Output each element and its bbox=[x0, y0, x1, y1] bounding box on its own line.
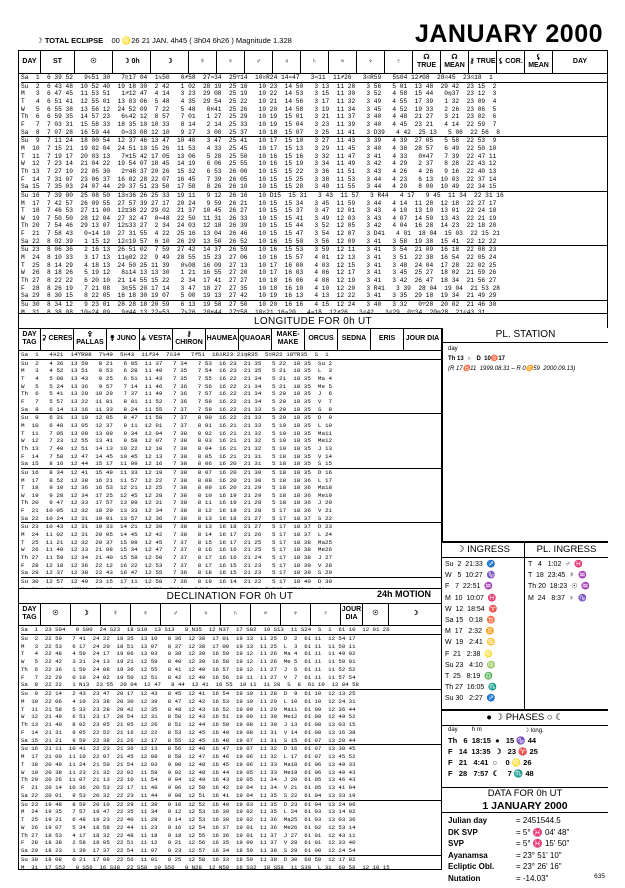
table-row: T 18 20 49 11 24 21 50 21 54 12 03 9 00 12 48 16 45 19 06 11 33 Ma18 61 06 13 49 33 bbox=[21, 760, 356, 768]
data-row-dk-svp: DK SVP = 5° ♓ 04' 48" bbox=[448, 827, 570, 837]
data-row-julian: Julian day = 2451544.5 bbox=[448, 816, 561, 825]
table-row: M 10 22 06 4 10 23 38 20 30 12 39 8 47 12 42 16 53 19 10 11 29 L 10 61 10 12 24 31 bbox=[21, 697, 356, 705]
table-row: Su 23 4:10 ♍ bbox=[445, 661, 496, 669]
declination-col-jupiter: ♃ bbox=[191, 603, 221, 625]
data-row-ayanamsa: Ayanamsa = 23° 51' 10" bbox=[448, 850, 562, 860]
asteroid-col-makemake: MAKE-MAKE bbox=[272, 328, 305, 350]
declination-col-sun: ☉ bbox=[41, 603, 71, 625]
motion-section-label: 24h MOTION bbox=[377, 589, 432, 599]
eclipse-details: 00 ♌26 21 JAN. 4h45 ( 3h04 6h26 ) Magnitude 1.328 bbox=[111, 36, 292, 45]
asteroid-col-ceres: ⚳ CERES bbox=[41, 328, 74, 350]
table-row: Sa 29 8 30 15 8 22 05 16 18 30 19 07 5 00 19 13 27 42 10 19 16 13 4 13 12 22 3 41 3 35 29 18 19 34 21 49 29 bbox=[21, 292, 497, 300]
longitude-col-jupiter: ♃ bbox=[273, 51, 301, 73]
declination-col-mercury: ☿ bbox=[101, 603, 131, 625]
table-row: Sa 8 6 14 13 16 11 33 8 24 11 55 7 37 7 59 16 22 21 33 5 20 18 35 S 8 bbox=[21, 405, 333, 413]
table-row: Sa 22 20 01 9 53 20 32 22 23 11 44 9 08 12 51 16 41 19 04 11 35 S 22 61 04 13 33 19 bbox=[21, 791, 356, 799]
table-row: Sa 8 22 22 1 N13 23 55 20 04 12 47 8 44 12 41 16 55 19 11 11 28 S 8 61 10 12 04 58 bbox=[21, 681, 359, 689]
table-row: Su 30 2:27 ♐ bbox=[445, 695, 496, 703]
eclipse-banner bbox=[36, 36, 292, 45]
table-row: Sa 22 8 02 39 1 15 12 12♌19 57 6 10 26 29 13 50 26 52 10 16 15 50 3 56 12 09 3 41 3 58 19 38 15 41 22 12 22 bbox=[21, 237, 497, 245]
table-row: T 11 21 58 5 33 23 28 20 42 12 35 8 48 12 43 16 52 19 09 11 29 Ma11 61 09 12 36 44 bbox=[21, 705, 356, 713]
table-row: W 26 11 40 12 33 21 08 15 34 12 47 7 37 8 16 16 16 21 25 5 17 18 38 Me26 bbox=[21, 546, 333, 554]
table-row: Th 20 20 26 11 07 21 13 22 10 11 54 9 04 12 49 16 43 19 05 11 34 J 20 61 05 13 46 43 bbox=[21, 776, 356, 784]
table-row: Th 6 6 59 35 14 57 23 6♑42 12 8 57 7 01 1 27 25 29 10 19 15 01 3 21 11 37 3 40 4 48 21 27 3 21 23 02 6 bbox=[21, 113, 497, 121]
phases-box bbox=[442, 710, 608, 788]
asteroid-col-jour: JOUR DIA bbox=[405, 335, 440, 342]
table-row: T 4 6 51 41 12 55 01 13 03 06 5 48 4 35 29 54 25 22 10 21 14 56 3 17 11 32 3 49 4 55 17 39 1 32 23 09 4 bbox=[21, 97, 497, 105]
declination-col-mars: ♂ bbox=[161, 603, 191, 625]
planet-ingress-rows bbox=[525, 558, 608, 605]
table-row: Su 16 8 34 12 41 15 49 11 33 12 19 7 38 8 07 16 20 21 30 5 18 18 35 D 16 bbox=[21, 468, 443, 477]
table-row: Sa 22 10 24 12 31 19 01 13 57 12 36 7 38 8 13 16 18 21 27 5 17 18 37 S 22 bbox=[21, 514, 333, 522]
table-row: Th 27 18 53 4 17 18 32 22 48 11 18 9 18 12 55 16 36 19 01 11 37 J 27 61 01 12 43 11 bbox=[21, 831, 356, 839]
asteroid-col-juno: ⚵ JUNO bbox=[107, 328, 140, 350]
table-row: F 21 10 05 12 32 18 29 13 33 12 34 7 38 8 12 16 19 21 28 5 17 18 36 V 21 bbox=[21, 507, 333, 515]
table-row: Su 9 6 31 13 10 12 05 8 47 11 58 7 37 8 00 16 22 21 33 5 20 18 35 D 9 bbox=[21, 413, 443, 422]
page-number: 635 bbox=[594, 873, 605, 880]
table-row: F 21 20 14 10 36 20 53 22 17 11 49 9 06 12 50 16 42 19 04 11 34 V 21 61 05 13 41 04 bbox=[21, 784, 356, 791]
longitude-col-lilith-cor: ⚸ COR. bbox=[497, 51, 525, 73]
table-row: T 11 7 19 17 20 03 13 7♓15 42 17 05 13 06 5 20 25 50 10 16 15 16 3 32 11 47 3 41 4 33 0♓47 7 39 22 47 11 bbox=[21, 152, 497, 160]
table-row: Th 13 7 27 10 22 05 30 2♈48 37 20 26 15 32 6 53 26 00 10 15 15 22 3 36 11 51 3 43 4 26 4 26 9 16 22 40 13 bbox=[21, 167, 497, 175]
table-row: F 14 7 31 07 23 06 37 16 02 28 22 07 16 45 7 39 26 05 10 15 15 25 3 38 11 53 3 44 4 23 6 13 10 03 22 37 14 bbox=[21, 175, 497, 183]
table-row: Sa 1 6 39 52 9♑51 30 7♏17 04 1♑50 0♐58 27♒34 25♈14 10♉R24 14♒47 3♒11 11♐26 3♌R59 5♋04 12♐08 28♌45 23♌18 1 bbox=[21, 74, 493, 81]
ephemeris-frame bbox=[18, 50, 608, 883]
table-row: Sa 1 4♓21 14♈R08 7♑49 5♓43 11♐34 7♎34 7♐51 16♎R23 21♍R35 5♉R22 18♈R35 S 1 bbox=[21, 351, 329, 358]
table-row: T 25 8:19 ♎ bbox=[445, 673, 493, 681]
longitude-section-label: LONGITUDE FOR 0h UT bbox=[19, 313, 607, 329]
phases-col-long: ☽ long. bbox=[523, 728, 544, 734]
table-row: Sa 15 0:18 ♉ bbox=[445, 617, 496, 625]
table-row: Su 30 18 08 0 21 17 08 22 56 11 01 9 25 12 58 16 33 18 59 11 38 D 30 60 59 12 17 02 bbox=[21, 855, 443, 864]
asteroid-header-row bbox=[19, 328, 441, 351]
table-row: W 26 8 18 26 5 19 12 8♎14 13 13 30 1 21 16 55 27 20 10 17 16 03 4 06 12 17 3 41 3 45 25 27 18 02 21 59 26 bbox=[21, 269, 497, 277]
table-row: M 24 19 35 7 57 19 47 22 35 11 34 9 12 12 53 16 39 19 02 11 35 L 24 61 03 13 14 02 bbox=[21, 808, 356, 816]
table-row: W 12 7 23 12 55 13 41 9 58 12 07 7 38 8 03 16 21 21 32 5 19 18 35 Me12 bbox=[21, 437, 333, 445]
moon-ingress-rows bbox=[442, 558, 524, 706]
declination-col-day: DAY TAG bbox=[19, 603, 41, 625]
table-row: Sa 1 23 S04 9 S00 24 S23 18 S19 13 S13 8 N35 12 N37 17 S02 19 S13 11 S24 S 1 61 10 12 01 26 bbox=[21, 626, 390, 633]
asteroid-col-chiron: ⚷ CHIRON bbox=[173, 328, 206, 350]
moon-ingress-title: ☽ INGRESS bbox=[442, 543, 524, 558]
longitude-col-day-right: DAY bbox=[572, 58, 588, 65]
moon-icon: ☽ bbox=[36, 36, 45, 45]
table-row: F 21 4:41 ○ 0 ♌ 26 bbox=[448, 758, 532, 767]
table-row: M 31 17 S52 0 S56 16 S38 22 S58 10 S56 9 N28 12 N59 16 S32 18 S58 11 S39 L 31 60 58 12 10 15 bbox=[21, 863, 390, 871]
longitude-col-mercury: ☿ bbox=[189, 51, 217, 73]
motion-col-sun: ☉ bbox=[363, 603, 389, 625]
table-row: Sa 15 8 16 12 44 15 17 11 09 12 16 7 38 8 06 16 20 21 31 5 18 18 35 S 15 bbox=[21, 460, 333, 468]
phases-title: ● ☽ PHASES ○ ☾ bbox=[442, 711, 608, 726]
table-row: Su 30 8 34 12 9 23 01 28 28 18 20 59 6 13 19 58 27 50 10 20 16 16 4 15 12 24 3 40 3 32 0♈28 20 02 21 46 30 bbox=[21, 300, 607, 309]
declination-col-uranus: ♅ bbox=[251, 603, 281, 625]
declination-col-pluto: ♇ bbox=[311, 603, 341, 625]
phases-col-day: day bbox=[448, 727, 458, 733]
station-line-2: (R 17♉11 1999.08.31 – R 0♊59 2000.09.13) bbox=[448, 366, 576, 373]
station-box bbox=[442, 328, 608, 542]
data-row-nutation: Nutation = -14.03" bbox=[448, 873, 549, 883]
table-row: M 3 4 52 13 51 8 53 6 28 11 40 7 35 7 54 16 23 21 35 5 21 18 35 L 3 bbox=[21, 367, 333, 375]
table-row: W 19 7 50 50 28 12 04 27 32 47 0♒48 22 50 11 31 26 33 10 15 15 41 3 49 12 03 3 43 4 07 14 50 13 43 22 21 19 bbox=[21, 214, 497, 222]
table-row: Sa 29 18 23 1 39 17 37 22 54 11 07 9 23 12 57 16 34 18 59 11 38 S 29 61 00 12 24 54 bbox=[21, 847, 356, 854]
declination-col-venus: ♀ bbox=[131, 603, 161, 625]
longitude-col-saturn: ♄ bbox=[301, 51, 329, 73]
table-row: Th 20 9 47 12 33 17 57 13 09 12 31 7 38 8 11 16 19 21 28 5 18 18 36 J 20 bbox=[21, 499, 333, 507]
table-row: W 12 21 49 6 51 23 17 20 54 12 31 8 50 12 43 16 51 19 09 11 30 Me12 61 09 12 49 52 bbox=[21, 713, 356, 721]
table-row: Th 27 11 59 12 34 21 40 15 58 12 50 7 37 8 17 16 16 21 24 5 17 18 38 J 27 bbox=[21, 554, 333, 562]
longitude-col-uranus: ♅ bbox=[329, 51, 357, 73]
table-row: Su 2 22 59 7 41 24 22 18 35 13 10 8 36 12 38 17 01 19 13 11 25 D 2 61 11 12 54 17 bbox=[21, 634, 443, 643]
table-row: Su 9 22 14 2 43 23 47 20 17 12 43 8 45 12 41 16 54 19 10 11 28 D 9 61 10 12 13 25 bbox=[21, 689, 443, 698]
moon-ingress-box bbox=[442, 542, 525, 710]
table-row: T 11 7 05 13 00 13 09 9 34 12 04 7 38 8 02 16 21 21 32 5 19 18 35 Ma11 bbox=[21, 429, 333, 437]
table-row: T 25 8 14 29 4 18 13 24 50 25 11 39 0♑08 16 09 27 13 10 17 16 00 4 03 12 15 3 41 3 48 24 04 17 28 22 02 25 bbox=[21, 261, 497, 269]
asteroid-col-sedna: SEDNA bbox=[338, 328, 371, 350]
table-row: Th 6 22 36 1 50 24 08 19 36 12 55 8 41 12 40 16 57 19 12 11 27 J 6 61 11 11 52 52 bbox=[21, 665, 356, 673]
table-row: W 19 2:41 ♋ bbox=[445, 639, 496, 647]
asteroid-col-haumea: HAUMEA bbox=[206, 328, 239, 350]
table-row: M 17 2:32 ♊ bbox=[445, 628, 495, 636]
longitude-col-moon: ☽ bbox=[151, 51, 189, 73]
table-row: M 3 22 53 6 17 24 20 18 51 13 07 8 37 12 38 17 00 19 13 11 25 L 3 61 11 11 50 11 bbox=[21, 642, 356, 650]
table-row: Su 2 4 36 13 59 8 21 6 05 11 37 7 34 7 53 16 23 21 35 5 22 18 35 Su 2 bbox=[21, 359, 443, 368]
table-row: T 4 5 08 13 43 9 25 6 51 11 43 7 35 7 55 16 22 21 34 5 21 18 35 Ma 4 bbox=[21, 374, 333, 382]
declination-col-neptune: ♆ bbox=[281, 603, 311, 625]
table-row: F 28 7:57 ☾ 7 ♏ 48 bbox=[448, 769, 534, 778]
table-row: T 4 22 48 4 50 24 17 19 06 13 03 8 38 12 39 16 59 19 12 11 26 Ma 4 61 11 11 49 02 bbox=[21, 650, 356, 658]
motion-col-moon: ☽ bbox=[411, 610, 419, 617]
table-row: T 18 9 10 12 36 16 53 12 21 12 25 7 38 8 09 16 20 21 29 5 18 18 36 Ma18 bbox=[21, 484, 333, 492]
table-row: Th 20 7 54 46 29 13 07 12♋33 27 2 34 24 03 12 18 26 39 10 15 15 44 3 52 12 05 3 42 4 04 16 28 14 23 22 18 20 bbox=[21, 222, 497, 230]
longitude-col-sun: ☉ bbox=[75, 51, 113, 73]
table-row: Su 2 21:33 ♐ bbox=[445, 561, 496, 568]
table-row: W 12 18:54 ♈ bbox=[445, 605, 498, 613]
table-row: T 25 19 21 6 48 19 23 22 40 11 28 9 14 12 53 16 38 19 02 11 36 Ma25 61 03 13 03 36 bbox=[21, 816, 356, 823]
longitude-col-venus: ♀ bbox=[217, 51, 245, 73]
table-row: Su 23 10 43 12 31 19 33 14 21 12 39 7 38 8 13 16 18 21 27 5 17 18 37 D 23 bbox=[21, 522, 443, 531]
table-row: F 7 22 29 0 19 24 02 19 50 12 51 8 42 12 40 16 56 19 11 11 27 V 7 61 11 11 57 54 bbox=[21, 673, 356, 681]
station-col-day: day bbox=[448, 346, 458, 352]
table-row: W 12 7 23 14 21 04 22 19 54 07 18 45 14 19 6 06 25 55 10 16 15 19 3 34 11 49 3 42 4 29 2 37 8 28 22 43 12 bbox=[21, 160, 497, 168]
table-row: T 18 23:45 ☿ ♒ bbox=[528, 572, 587, 580]
asteroid-col-eris: ERIS bbox=[371, 328, 404, 350]
table-row: M 17 7 42 57 26 09 55 27 57 39 27 17 20 24 9 59 26 21 10 15 15 34 3 45 11 59 3 44 4 14 11 28 12 18 22 27 17 bbox=[21, 199, 497, 207]
table-row: M 10 10:07 ♓ bbox=[445, 594, 497, 602]
asteroid-col-vesta: ⚶ VESTA bbox=[140, 328, 173, 350]
table-row: Th 27 16:05 ♏ bbox=[445, 684, 497, 692]
table-row: M 10 6 48 13 05 12 37 9 11 12 01 7 37 8 01 16 21 21 33 5 19 18 35 L 10 bbox=[21, 421, 333, 429]
table-row: Su 16 7 39 00 25 08 50 13♉36 26 25 33 19 11 9 12 26 16 10 D15 15 31 3 43 11 57 3 R44 4 17 9 45 11 34 22 31 16 bbox=[21, 191, 607, 200]
asteroid-col-quaoar: QUAOAR bbox=[239, 328, 272, 350]
table-row: F 14 13:35 ☽ 23 ♈ 25 bbox=[448, 747, 538, 756]
table-row: F 28 18 38 2 58 18 05 22 51 11 12 9 21 12 56 16 35 19 00 11 37 V 28 61 01 12 33 40 bbox=[21, 839, 356, 847]
table-row: F 21 2:38 ♌ bbox=[445, 650, 494, 658]
phases-rows bbox=[442, 735, 608, 779]
table-row: M 10 7 15 21 19 02 04 24 51 10 15 26 11 53 4 33 25 45 10 17 15 13 3 29 11 45 3 40 4 36 28 57 6 49 22 50 10 bbox=[21, 144, 497, 152]
phases-col-hm: h m bbox=[471, 727, 482, 733]
table-row: W 26 19 07 5 34 18 58 22 44 11 23 9 16 12 54 16 37 19 01 11 36 Me26 61 02 12 53 14 bbox=[21, 823, 356, 831]
table-row: W 19 20 38 11 23 21 32 22 02 11 59 9 02 12 48 16 44 19 05 11 33 Me19 61 06 13 49 43 bbox=[21, 768, 356, 776]
data-box-date: 1 JANUARY 2000 bbox=[482, 800, 568, 812]
data-row-ecliptic: Ecliptic Obl. = 23° 26' 16" bbox=[448, 862, 562, 871]
table-row: Sa 8 7 07 28 16 59 44 0♒33 08 12 10 9 27 3 00 25 37 10 18 15 07 3 25 11 41 3 D39 4 42 25 13 5 06 22 56 8 bbox=[21, 128, 501, 136]
data-box-header bbox=[442, 788, 608, 813]
table-row: M 24 8:37 ♀ ♑ bbox=[528, 594, 587, 602]
table-row: Sa 15 7 35 03 24 07 44 29 37 51 23 50 17 58 8 26 26 10 10 15 15 28 3 40 11 55 3 44 4 20 8 00 10 49 22 34 15 bbox=[21, 183, 497, 191]
longitude-col-neptune: ♆ bbox=[357, 51, 385, 73]
table-row: Su 23 8 06 36 2 16 13 26 51 02 7 59 27 42 14 37 26 59 10 16 15 53 3 59 12 11 3 41 3 54 21 09 16 18 22 08 23 bbox=[21, 245, 607, 254]
table-row: F 28 12 18 12 36 22 12 16 22 12 53 7 37 8 17 16 15 21 23 5 17 18 39 V 28 bbox=[21, 561, 333, 569]
asteroid-col-day: DAY TAG bbox=[19, 328, 41, 350]
longitude-col-pluto: ♇ bbox=[385, 51, 413, 73]
table-row: Th 27 8 22 22 6 20 10 21 14 55 15 22 2 34 17 41 27 27 10 18 16 06 4 08 12 19 3 41 3 42 26 47 18 34 21 56 27 bbox=[21, 277, 497, 285]
declination-col-moon: ☽ bbox=[71, 603, 101, 625]
longitude-col-mars: ♂ bbox=[245, 51, 273, 73]
table-row: W 5 10:27 ♑ bbox=[445, 572, 496, 580]
table-row: M 17 21 00 11 10 22 07 21 45 12 08 8 58 12 47 16 46 19 06 11 32 L 17 61 07 13 45 52 bbox=[21, 753, 356, 760]
table-row: Sa 15 21 21 9 59 22 38 21 26 12 17 8 55 12 45 16 48 19 07 11 31 S 15 61 07 13 28 44 bbox=[21, 736, 356, 744]
page-title: JANUARY 2000 bbox=[414, 20, 603, 48]
table-row: T 18 7 46 53 27 11 00 12♊38 22 29 02 21 37 10 45 26 27 10 15 15 37 3 47 12 01 3 43 4 10 13 10 13 01 22 24 18 bbox=[21, 207, 497, 215]
data-row-svp: SVP = 5° ♓ 15' 50" bbox=[448, 839, 570, 848]
longitude-col-moon-0h: ☽ 0h bbox=[113, 51, 151, 73]
table-row: T 4 1:02 ♂ ♓ bbox=[528, 561, 584, 568]
declination-col-jour: JOUR DIA bbox=[341, 603, 363, 625]
station-title: PL. STATION bbox=[443, 328, 608, 343]
declination-col-saturn: ♄ bbox=[221, 603, 251, 625]
data-box-title: DATA FOR 0h UT bbox=[487, 788, 563, 799]
table-row: F 21 7 58 43 0♒14 10 27 31 55 4 22 25 16 13 04 26 46 10 15 15 47 3 54 12 07 3 D41 4 01 18 04 15 03 22 15 21 bbox=[21, 230, 501, 238]
table-row: Su 2 6 43 48 10 52 40 19 18 30 2 42 1 02 28 19 25 16 10 23 14 50 3 13 11 28 3 56 5 01 13 48 29 42 23 15 2 bbox=[21, 82, 607, 91]
table-row: T 25 11 21 12 32 20 37 15 09 12 45 7 37 8 15 16 17 21 25 5 17 18 38 Ma25 bbox=[21, 538, 333, 546]
table-row: M 24 8 10 33 3 17 13 11♍02 22 9 49 28 55 15 23 27 06 10 16 15 57 4 01 12 13 3 41 3 51 22 38 16 54 22 05 24 bbox=[21, 254, 497, 262]
longitude-col-node-mean: ☊ MEAN bbox=[441, 51, 469, 73]
table-row: Th 6 5 41 13 29 10 29 7 37 11 49 7 36 7 57 16 22 21 34 5 20 18 35 J 6 bbox=[21, 390, 333, 398]
longitude-col-chiron-true: ⚷ TRUE bbox=[469, 51, 497, 73]
table-row: Su 30 12 57 12 40 23 15 17 11 12 58 7 36 8 19 16 14 21 22 5 17 18 40 D 30 bbox=[21, 577, 443, 586]
declination-rows bbox=[19, 626, 443, 869]
table-row: Th 20 18:23 ☉ ♒ bbox=[528, 583, 591, 591]
asteroid-rows bbox=[19, 351, 443, 587]
declination-header-row bbox=[19, 603, 441, 626]
table-row: Sa 29 12 37 12 38 22 43 16 47 12 55 7 36 8 18 16 15 21 23 5 17 18 39 S 29 bbox=[21, 569, 333, 577]
table-row: Su 9 7 11 24 18 00 54 12 37 46 13 47 10 40 3 47 25 41 10 17 15 10 3 27 11 43 3 39 4 39 27 05 5 58 22 53 9 bbox=[21, 136, 607, 145]
asteroid-col-pallas: ⚴ PALLAS bbox=[74, 328, 107, 350]
table-row: Th 6 18:15 ● 15 ♑ 44 bbox=[448, 736, 537, 745]
table-row: Th 13 21 40 8 02 23 05 21 05 12 26 8 51 12 44 16 50 19 08 11 30 J 13 61 08 13 03 15 bbox=[21, 721, 356, 728]
asteroid-col-orcus: ORCUS bbox=[305, 328, 338, 350]
table-row: F 7 5 57 13 22 11 01 8 01 11 52 7 36 7 58 16 22 21 34 5 20 18 35 V 7 bbox=[21, 397, 333, 405]
longitude-header-row bbox=[19, 51, 607, 74]
phases-col-headers bbox=[442, 726, 608, 735]
table-row: Su 23 19 48 8 59 20 10 22 29 11 39 9 10 12 52 16 40 19 03 11 35 D 23 61 04 13 24 06 bbox=[21, 800, 443, 809]
table-row: F 7 22:51 ♒ bbox=[445, 583, 494, 591]
table-row: W 5 6 55 38 13 56 12 24 52 09 7 22 5 48 0♓41 25 26 10 20 14 58 3 19 11 34 3 45 4 52 19 33 2 26 23 06 5 bbox=[21, 105, 497, 113]
table-row: M 3 6 47 45 11 53 51 1♐12 47 4 14 3 23 29 08 25 19 10 22 14 53 3 15 11 30 3 52 4 58 15 44 0♍37 23 12 3 bbox=[21, 90, 497, 98]
eclipse-label: TOTAL ECLIPSE bbox=[44, 36, 104, 45]
table-row: W 5 22 42 3 21 24 13 19 21 12 59 8 40 12 39 16 58 19 12 11 26 Me 5 61 11 11 50 01 bbox=[21, 658, 356, 665]
station-body bbox=[443, 343, 608, 377]
table-row: F 28 8 26 19 7 21 08 3♏55 20 17 14 3 47 18 27 27 35 10 18 16 10 4 10 12 20 3 R41 3 39 28 04 19 04 21 53 28 bbox=[21, 284, 501, 292]
longitude-col-lilith-mean: ⚸ MEAN bbox=[525, 51, 553, 73]
longitude-rows bbox=[19, 74, 607, 311]
station-line-1: Th 13 ♄ D 10♉17 bbox=[448, 356, 505, 363]
table-row: W 19 9 28 12 34 17 25 12 45 12 28 7 38 8 10 16 19 21 29 5 18 18 36 Me19 bbox=[21, 491, 333, 499]
longitude-col-node-true: ☊ TRUE bbox=[413, 51, 441, 73]
longitude-col-st: ST bbox=[41, 51, 75, 73]
table-row: Th 13 7 40 12 51 14 13 10 22 12 10 7 38 8 04 16 21 21 32 5 19 18 35 J 13 bbox=[21, 444, 333, 452]
table-row: M 24 11 02 12 31 20 05 14 45 12 42 7 38 8 14 16 17 21 26 5 17 18 37 L 24 bbox=[21, 531, 333, 539]
table-row: Su 16 21 11 10 41 22 23 21 36 12 13 8 56 12 46 16 47 19 07 11 32 D 16 61 07 13 38 45 bbox=[21, 744, 443, 753]
longitude-col-day: DAY bbox=[19, 51, 41, 73]
table-row: F 7 7 03 31 15 58 33 18 35 10 10 33 8 14 2 14 25 33 10 19 15 04 3 23 11 39 3 40 4 45 23 21 4 14 22 59 7 bbox=[21, 120, 497, 128]
table-row: F 14 7 58 12 47 14 45 10 45 12 13 7 38 8 05 16 21 21 31 5 18 18 35 V 14 bbox=[21, 452, 333, 460]
table-row: M 17 8 52 12 38 16 21 11 57 12 22 7 38 8 08 16 20 21 30 5 18 18 36 L 17 bbox=[21, 476, 333, 484]
table-row: W 5 5 24 13 36 9 57 7 14 11 46 7 36 7 56 16 22 21 34 5 21 18 35 Me 5 bbox=[21, 382, 333, 390]
declination-section-label: DECLINATION FOR 0h UT bbox=[19, 588, 441, 604]
data-box-items bbox=[442, 813, 608, 886]
table-row: F 14 21 31 9 05 22 52 21 16 12 22 8 53 12 45 16 49 19 08 11 31 V 14 61 08 13 16 38 bbox=[21, 728, 356, 736]
planet-ingress-box bbox=[524, 542, 608, 710]
planet-ingress-title: PL. INGRESS bbox=[525, 543, 608, 558]
